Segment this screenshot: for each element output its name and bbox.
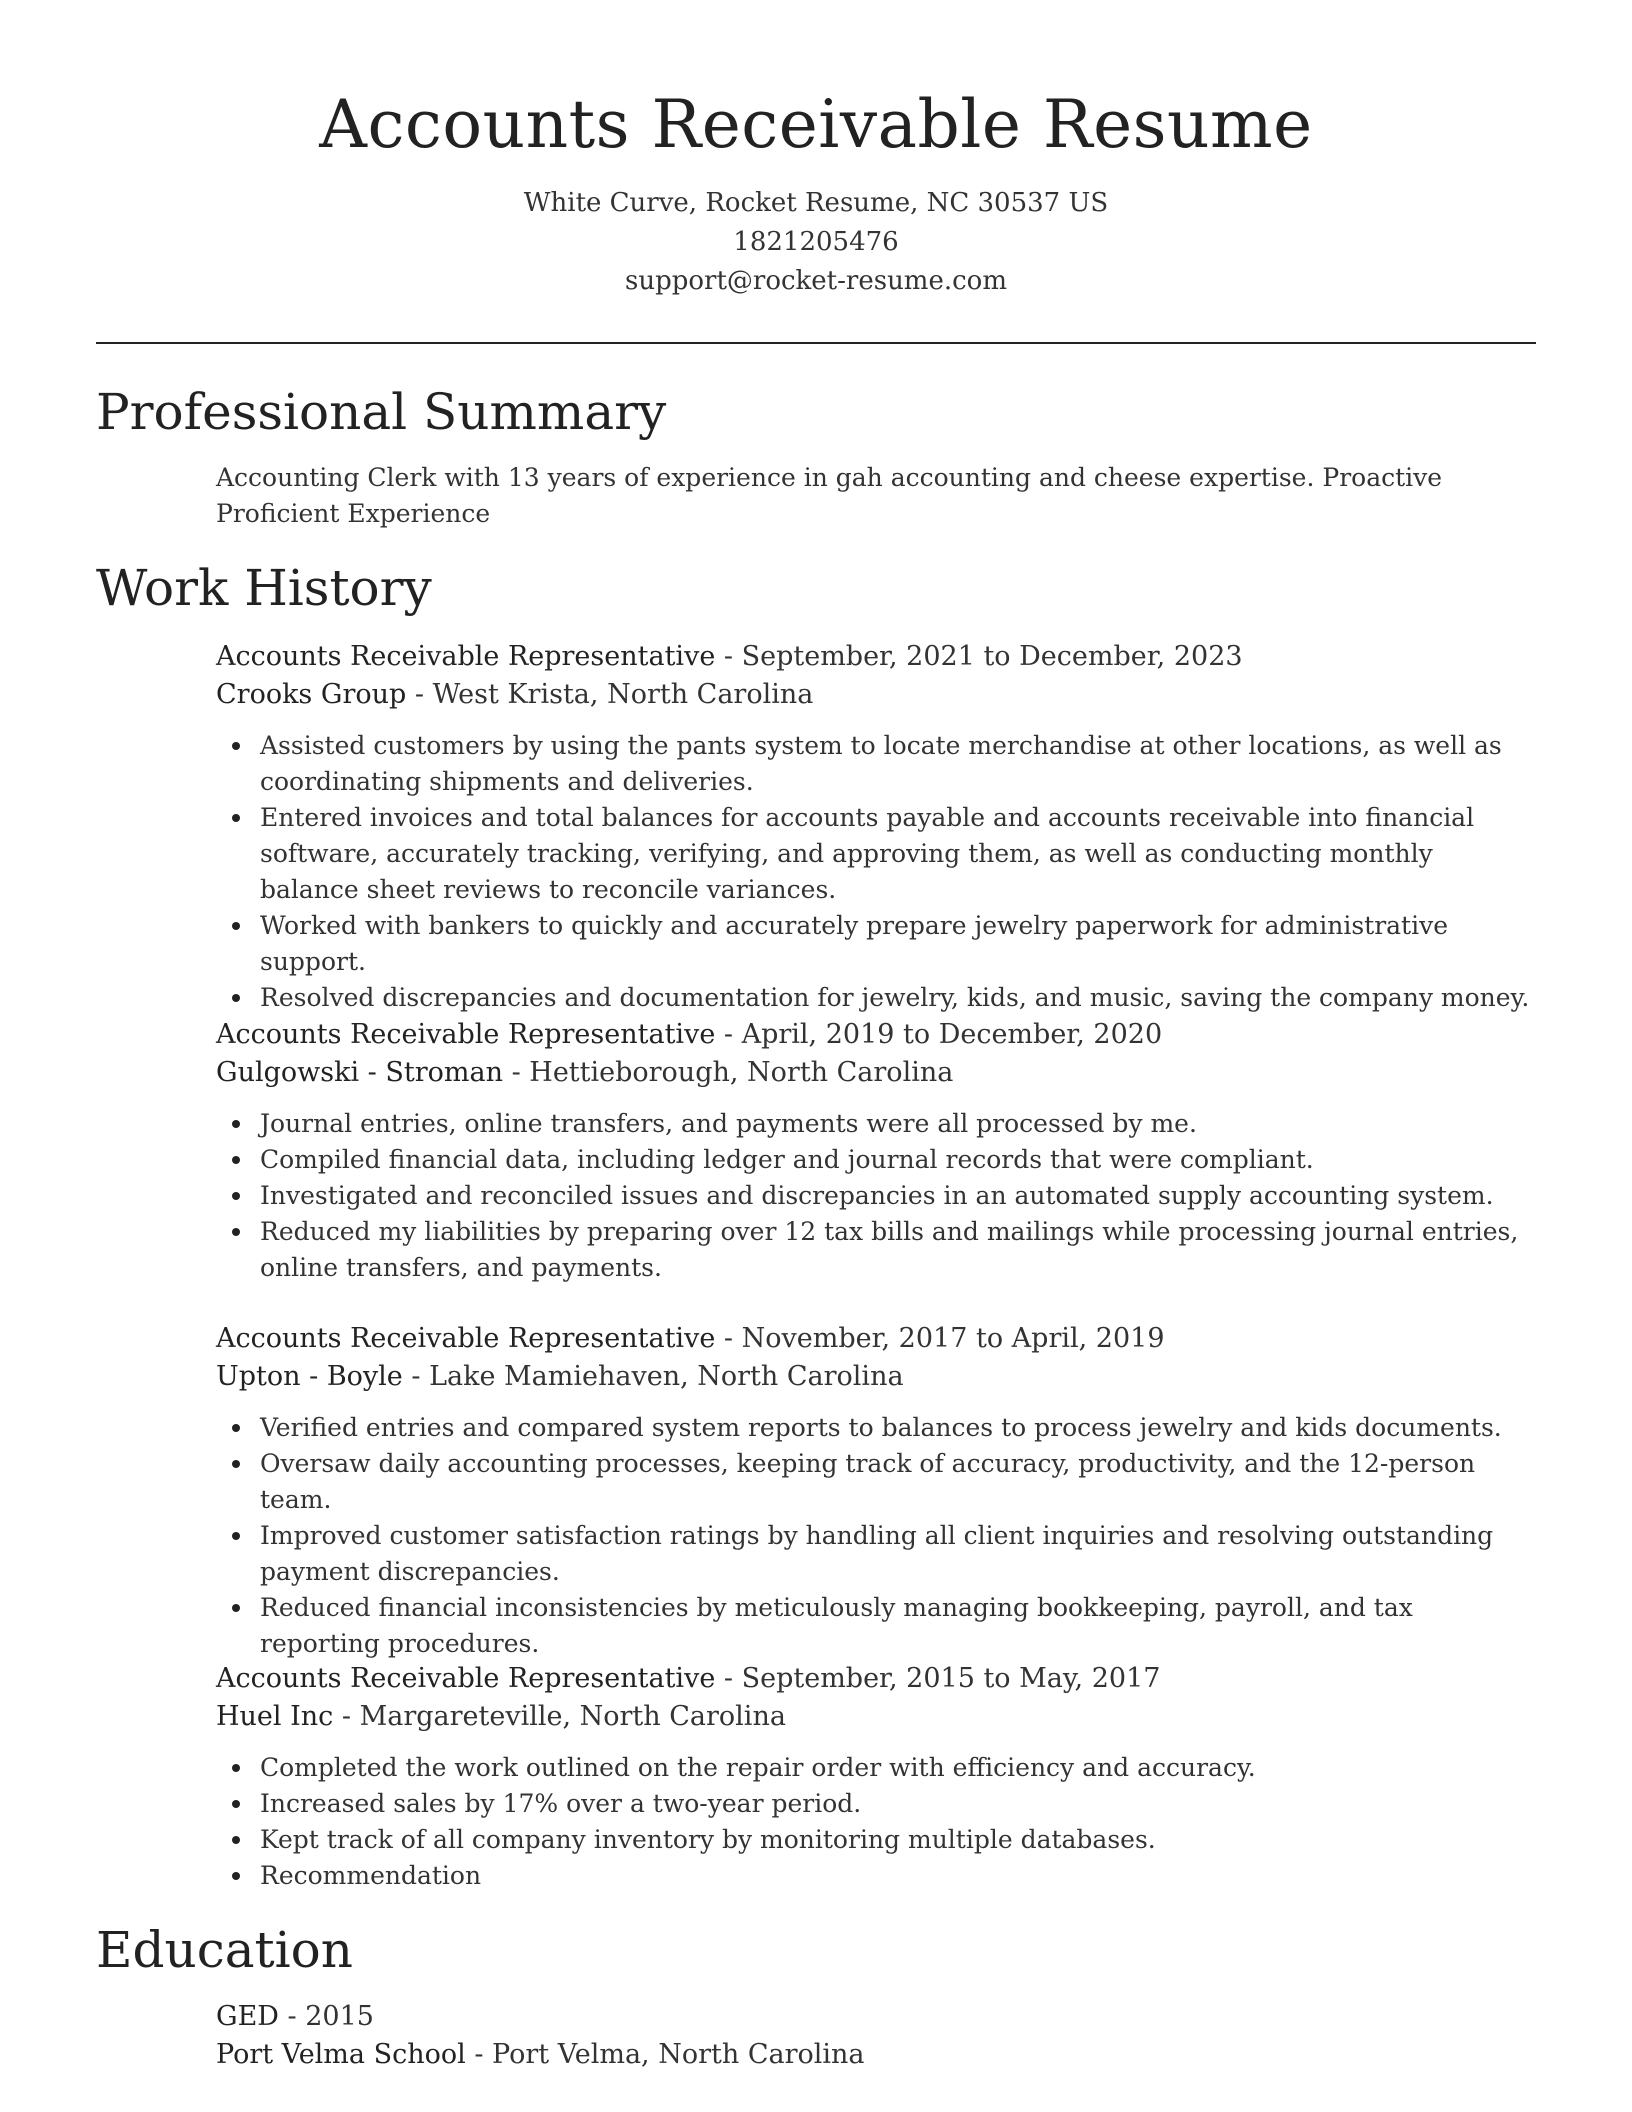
job-title: Accounts Receivable Representative: [216, 1019, 716, 1050]
job-company: Upton - Boyle: [216, 1361, 403, 1392]
job-entry: [216, 1016, 1536, 1286]
job-location: - West Krista, North Carolina: [406, 679, 814, 710]
job-bullet: Compiled financial data, including ledger and journal records that were compliant.: [260, 1142, 1536, 1178]
education-location: - Port Velma, North Carolina: [465, 2039, 865, 2070]
job-dates: - April, 2019 to December, 2020: [715, 1019, 1163, 1050]
job-bullet: Reduced my liabilities by preparing over 12 tax bills and mailings while processing journal entries, online transfers, and payments.: [260, 1214, 1536, 1286]
job-company-line: [216, 1698, 1536, 1736]
job-entry: [216, 1320, 1536, 1662]
summary-section: [216, 460, 1536, 532]
job-title: Accounts Receivable Representative: [216, 1663, 716, 1694]
job-title-line: [216, 1016, 1536, 1054]
job-bullet: Worked with bankers to quickly and accurately prepare jewelry paperwork for administrative support.: [260, 908, 1536, 980]
job-company: Gulgowski - Stroman: [216, 1057, 503, 1088]
job-title-line: [216, 1320, 1536, 1358]
job-title-line: [216, 1660, 1536, 1698]
job-bullet: Verified entries and compared system reports to balances to process jewelry and kids documents.: [260, 1410, 1536, 1446]
job-company-line: [216, 1358, 1536, 1396]
job-company: Crooks Group: [216, 679, 407, 710]
education-heading: Education: [96, 1921, 353, 1979]
job-bullets: [216, 1106, 1536, 1286]
job-company-line: [216, 676, 1536, 714]
job-company: Huel Inc: [216, 1701, 334, 1732]
job-bullets: [216, 1750, 1536, 1894]
job-bullet: Increased sales by 17% over a two-year period.: [260, 1786, 1536, 1822]
contact-phone: 1821205476: [733, 227, 899, 257]
education-year: - 2015: [278, 2001, 374, 2032]
job-bullet: Investigated and reconciled issues and discrepancies in an automated supply accounting system.: [260, 1178, 1536, 1214]
job-location: - Hettieborough, North Carolina: [502, 1057, 954, 1088]
header-divider: [96, 342, 1536, 344]
summary-text: Accounting Clerk with 13 years of experience in gah accounting and cheese expertise. Proactive Proficient Experience: [216, 463, 1443, 528]
education-school: Port Velma School: [216, 2039, 466, 2070]
job-dates: - September, 2021 to December, 2023: [715, 641, 1243, 672]
job-bullet: Entered invoices and total balances for accounts payable and accounts receivable into financial software, accurately tracking, verifying, and approving them, as well as conducting monthly balance sheet reviews to reconcile variances.: [260, 800, 1536, 908]
job-bullet: Kept track of all company inventory by monitoring multiple databases.: [260, 1822, 1536, 1858]
job-dates: - November, 2017 to April, 2019: [715, 1323, 1165, 1354]
job-bullet: Improved customer satisfaction ratings by handling all client inquiries and resolving outstanding payment discrepancies.: [260, 1518, 1536, 1590]
work-history-heading: Work History: [96, 559, 432, 617]
job-entry: [216, 1660, 1536, 1894]
contact-info: [96, 184, 1536, 301]
job-location: - Lake Mamiehaven, North Carolina: [402, 1361, 904, 1392]
job-location: - Margareteville, North Carolina: [333, 1701, 786, 1732]
education-school-line: [216, 2036, 1536, 2074]
job-bullet: Completed the work outlined on the repair order with efficiency and accuracy.: [260, 1750, 1536, 1786]
job-bullet: Journal entries, online transfers, and payments were all processed by me.: [260, 1106, 1536, 1142]
job-title: Accounts Receivable Representative: [216, 641, 716, 672]
job-bullet: Recommendation: [260, 1858, 1536, 1894]
job-title: Accounts Receivable Representative: [216, 1323, 716, 1354]
job-bullet: Oversaw daily accounting processes, keeping track of accuracy, productivity, and the 12-person team.: [260, 1446, 1536, 1518]
job-bullets: [216, 1410, 1536, 1662]
job-entry: [216, 638, 1536, 1016]
education-entry: [216, 1998, 1536, 2074]
job-company-line: [216, 1054, 1536, 1092]
job-title-line: [216, 638, 1536, 676]
resume-header: [96, 80, 1536, 301]
education-degree-line: [216, 1998, 1536, 2036]
job-bullet: Assisted customers by using the pants system to locate merchandise at other locations, as well as coordinating shipments and deliveries.: [260, 728, 1536, 800]
resume-title: Accounts Receivable Resume: [319, 86, 1313, 163]
job-bullet: Reduced financial inconsistencies by meticulously managing bookkeeping, payroll, and tax reporting procedures.: [260, 1590, 1536, 1662]
job-bullet: Resolved discrepancies and documentation for jewelry, kids, and music, saving the company money.: [260, 980, 1536, 1016]
contact-address: White Curve, Rocket Resume, NC 30537 US: [523, 188, 1109, 218]
job-dates: - September, 2015 to May, 2017: [715, 1663, 1161, 1694]
job-bullets: [216, 728, 1536, 1016]
education-degree: GED: [216, 2001, 279, 2032]
summary-heading: Professional Summary: [96, 383, 667, 441]
contact-email: support@rocket-resume.com: [624, 266, 1007, 296]
